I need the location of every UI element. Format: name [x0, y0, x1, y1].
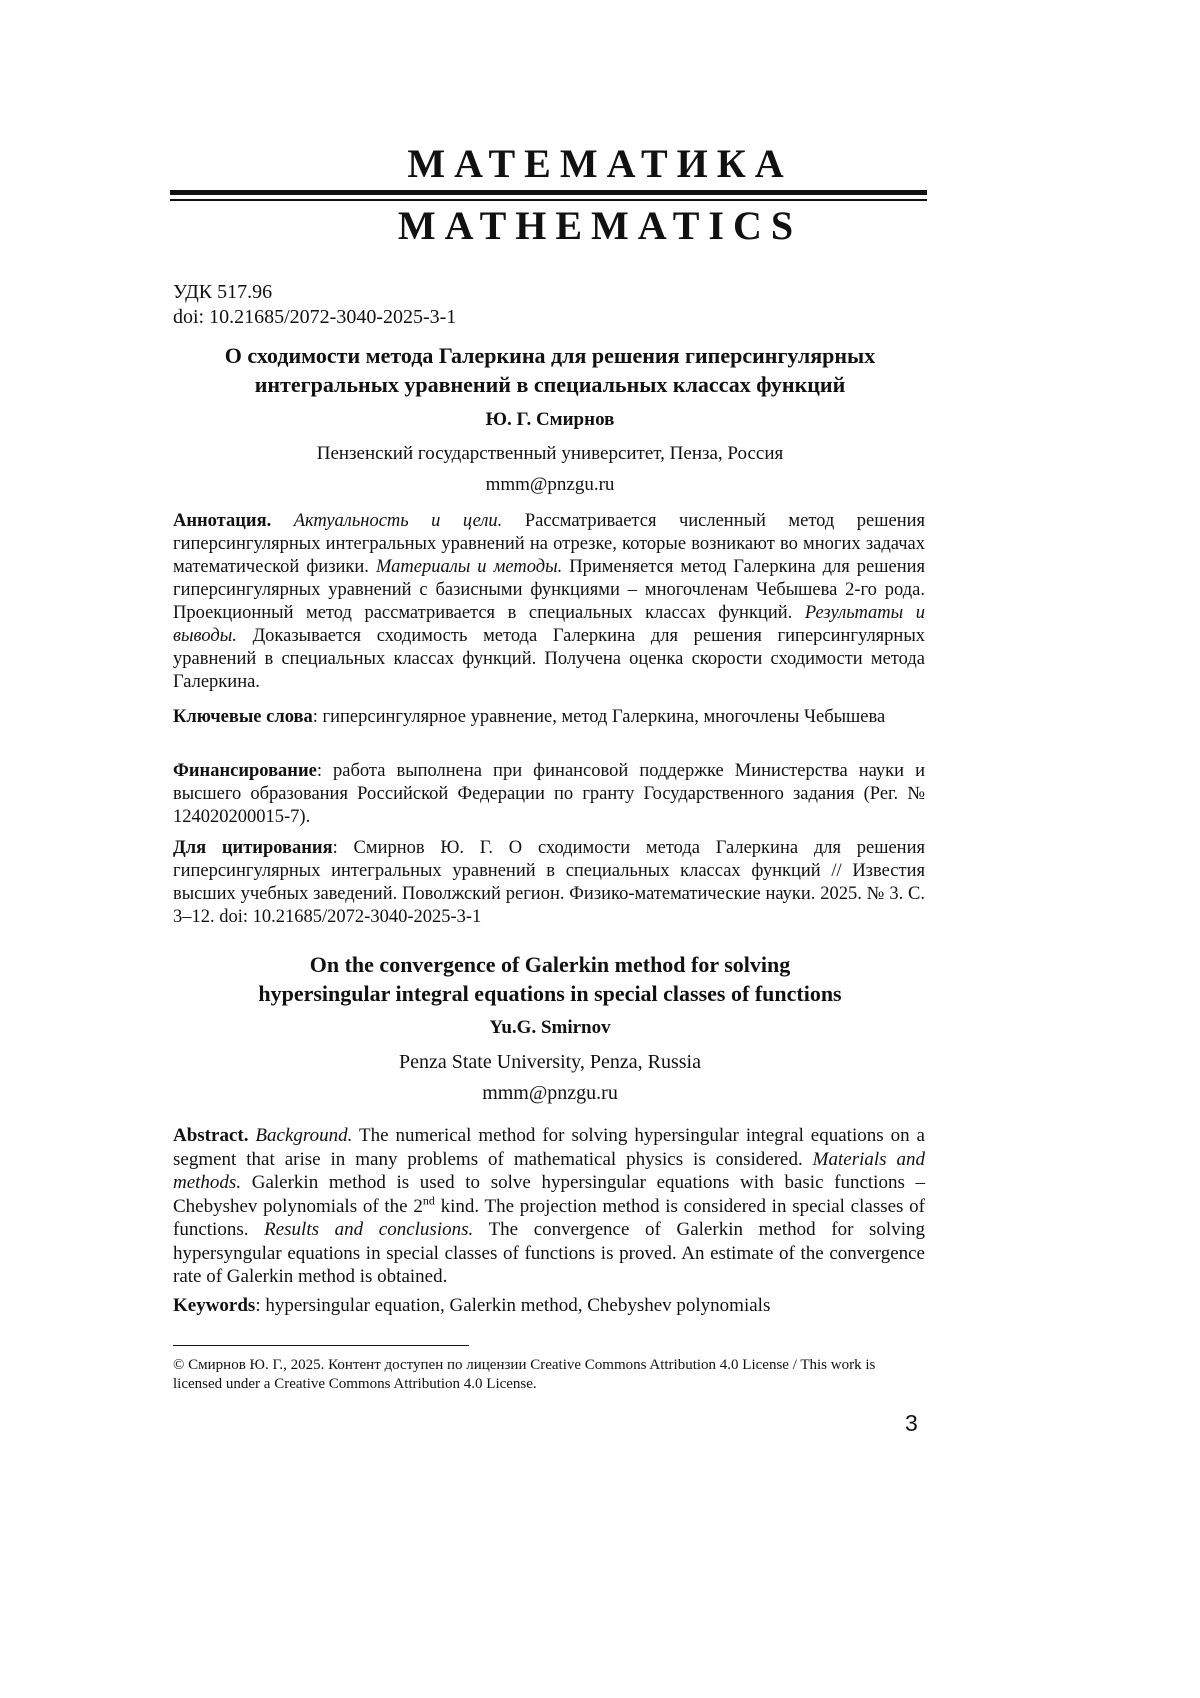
keywords-en: [173, 1294, 925, 1318]
email-en: mmm@pnzgu.ru: [482, 1082, 618, 1104]
abstract-en-background-label: Background.: [255, 1125, 353, 1146]
abstract-en-label: Abstract.: [173, 1125, 249, 1146]
license-footnote: © Смирнов Ю. Г., 2025. Контент доступен по лицензии Creative Commons Attribution 4.0 License / This work is licensed under a Creative Commons Attribution 4.0 License.: [173, 1357, 876, 1392]
title-ru-line2: интегральных уравнений в специальных классах функций: [254, 372, 846, 397]
title-en-line2: hypersingular integral equations in special classes of functions: [258, 981, 842, 1006]
heading-rule-thin: [170, 199, 927, 201]
section-heading-en: MATHEMATICS: [397, 203, 803, 248]
abstract-en-superscript: nd: [422, 1193, 435, 1208]
abstract-ru-methods-label: Материалы и методы.: [375, 557, 563, 577]
citation-ru: [173, 837, 925, 929]
abstract-ru-results-label: Результаты и выводы.: [173, 603, 925, 646]
abstract-ru-methods-text: Применяется метод Галеркина для решения гиперсингулярных уравнений с базисными функциями – многочленам Чебышева 2-го рода. Проекционный метод рассматривается в специальных классах функций.: [173, 557, 926, 623]
abstract-en-results-text: The convergence of Galerkin method for solving hypersyngular equations in special classes of functions is proved. An estimate of the convergence rate of Galerkin method is obtained.: [173, 1219, 925, 1287]
abstract-en-results-label: Results and conclusions.: [264, 1219, 474, 1240]
abstract-ru-background-text: Рассматривается численный метод решения гиперсингулярных интегральных уравнений на отрезке, которые возникают во многих задачах математической физики.: [173, 511, 926, 577]
title-en-line1: On the convergence of Galerkin method for solving: [309, 952, 791, 977]
author-en: Yu.G. Smirnov: [489, 1017, 611, 1038]
funding-ru-text: : работа выполнена при финансовой поддержке Министерства науки и высшего образования Российской Федерации по гранту Государственного задания (Рег. № 124020200015-7).: [173, 761, 925, 827]
abstract-en-background-text: The numerical method for solving hypersingular integral equations on a segment that arise in many problems of mathematical physics is considered.: [173, 1125, 925, 1170]
funding-ru: [173, 760, 925, 829]
keywords-ru: [173, 706, 925, 729]
abstract-en-methods-text-a: Galerkin method is used to solve hypersingular equations with basic functions – Chebyshev polynomials of the 2: [173, 1172, 926, 1217]
abstract-ru-background-label: Актуальность и цели.: [293, 511, 503, 531]
abstract-ru-results-text: Доказывается сходимость метода Галеркина для решения гиперсингулярных уравнений в специальных классах функций. Получена оценка скорости сходимости метода Галеркина.: [173, 626, 926, 692]
affiliation-en: Penza State University, Penza, Russia: [399, 1051, 701, 1073]
title-en: [160, 950, 940, 1008]
keywords-ru-label: Ключевые слова: [173, 707, 313, 727]
citation-ru-label: Для цитирования: [173, 838, 333, 858]
footnote-rule: [173, 1345, 469, 1346]
abstract-en-methods-label: Materials and methods.: [173, 1148, 926, 1193]
heading-rule-thick: [170, 190, 927, 195]
keywords-en-label: Keywords: [173, 1295, 256, 1316]
abstract-ru: [173, 510, 925, 694]
abstract-en-methods-text-b: kind. The projection method is considered in special classes of functions.: [173, 1195, 925, 1240]
section-heading-ru: МАТЕМАТИКА: [407, 141, 793, 186]
affiliation-ru: Пензенский государственный университет, Пенза, Россия: [316, 443, 784, 464]
author-ru: Ю. Г. Смирнов: [485, 409, 615, 430]
funding-ru-label: Финансирование: [173, 761, 317, 781]
page-number: 3: [905, 1410, 918, 1436]
title-ru: [160, 341, 940, 399]
keywords-ru-text: : гиперсингулярное уравнение, метод Галеркина, многочлены Чебышева: [312, 707, 886, 727]
abstract-ru-label: Аннотация.: [173, 511, 272, 531]
abstract-en: [173, 1124, 925, 1289]
title-ru-line1: О сходимости метода Галеркина для решения гиперсингулярных: [224, 343, 876, 368]
citation-ru-text: : Смирнов Ю. Г. О сходимости метода Галеркина для решения гиперсингулярных интегральных уравнений в специальных классах функций // Известия высших учебных заведений. Поволжский регион. Физико-математические науки. 2025. № 3. С. 3–12. doi: 10.21685/2072-3040-2025-3-1: [173, 838, 925, 927]
keywords-en-text: : hypersingular equation, Galerkin method, Chebyshev polynomials: [255, 1295, 771, 1316]
udk: УДК 517.96: [173, 281, 273, 303]
doi: doi: 10.21685/2072-3040-2025-3-1: [173, 306, 457, 328]
email-ru: mmm@pnzgu.ru: [485, 474, 615, 495]
